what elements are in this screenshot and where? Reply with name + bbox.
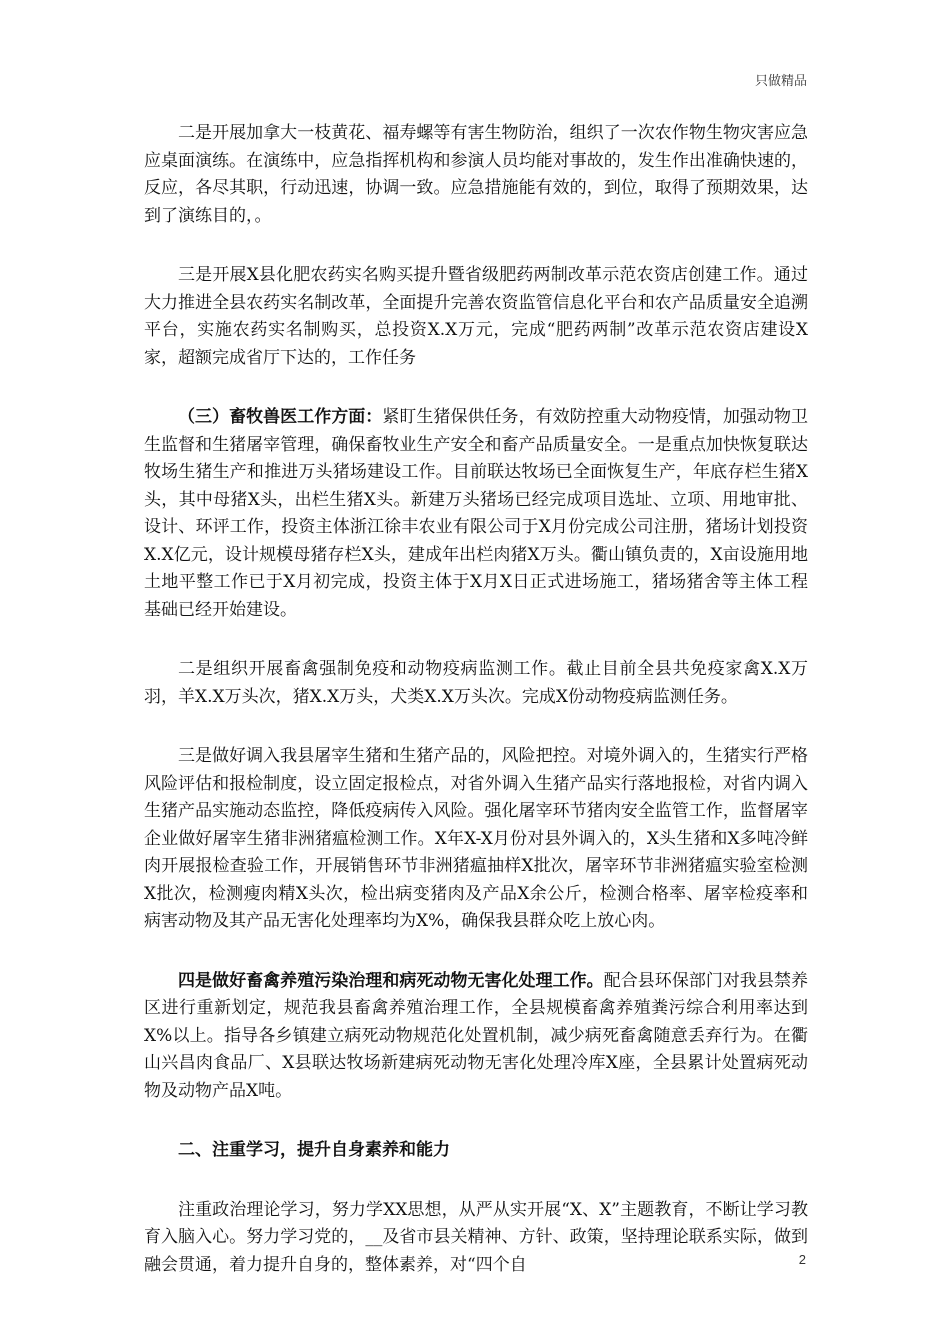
paragraph-livestock-body: 紧盯生猪保供任务，有效防控重大动物疫情，加强动物卫生监督和生猪屠宰管理，确保畜牧业生产安全和畜产品质量安全。一是重点加快恢复联达牧场生猪生产和推进万头猪场建设工作。目前联达牧场已全面恢复生产，年底存栏生猪X头，其中母猪X头，出栏生猪X头。新建万头猪场已经完成项目选址、立项、用地审批、设计、环评工作，投资主体浙江徐丰农业有限公司于X月份完成公司注册，猪场计划投资X.X亿元，设计规模母猪存栏X头，建成年出栏肉猪X万头。衢山镇负责的，X亩设施用地土地平整工作已于X月初完成，投资主体于X月X日正式进场施工，猪场猪舍等主体工程基础已经开始建设。 (144, 407, 809, 620)
document-body (144, 120, 808, 1311)
paragraph-pest-control: 二是开展加拿大一枝黄花、福寿螺等有害生物防治，组织了一次农作物生物灾害应急应桌面演练。在演练中，应急指挥机构和参演人员均能对事故的，发生作出准确快速的，反应，各尽其职，行动迅速，协调一致。应急措施能有效的，到位，取得了预期效果，达到了演练目的，。 (144, 123, 808, 226)
page-number: 2 (798, 1252, 806, 1267)
paragraph-risk-control: 三是做好调入我县屠宰生猪和生猪产品的，风险把控。对境外调入的，生猪实行严格风险评估和报检制度，设立固定报检点，对省外调入生猪产品实行落地报检，对省内调入生猪产品实施动态监控，降低疫病传入风险。强化屠宰环节猪肉安全监管工作，监督屠宰企业做好屠宰生猪非洲猪瘟检测工作。X年X-X月份对县外调入的，X头生猪和X多吨冷鲜肉开展报检查验工作，开展销售环节非洲猪瘟抽样X批次，屠宰环节非洲猪瘟实验室检测X批次，检测瘦肉精X头次，检出病变猪肉及产品X余公斤，检测合格率、屠宰检疫率和病害动物及其产品无害化处理率均为X%，确保我县群众吃上放心肉。 (144, 746, 808, 931)
section-heading-study: 二、注重学习，提升自身素养和能力 (178, 1140, 450, 1160)
paragraph-livestock-lead: （三）畜牧兽医工作方面： (178, 407, 383, 427)
paragraph-fertilizer-reform: 三是开展X县化肥农药实名购买提升暨省级肥药两制改革示范农资店创建工作。通过大力推进全县农药实名制改革，全面提升完善农资监管信息化平台和农产品质量安全追溯平台，实施农药实名制购买，总投资X.X万元，完成“肥药两制”改革示范农资店建设X家，超额完成省厅下达的，工作任务 (144, 265, 808, 368)
header-mark: 只做精品 (754, 74, 807, 89)
paragraph-pollution-treatment (144, 968, 808, 1106)
paragraph-immunization: 二是组织开展畜禽强制免疫和动物疫病监测工作。截止目前全县共免疫家禽X.X万羽，羊X.X万头次，猪X.X万头，犬类X.X万头次。完成X份动物疫病监测任务。 (144, 659, 808, 707)
paragraph-political-study: 注重政治理论学习，努力学XX思想，从严从实开展“X、X”主题教育，不断让学习教育入脑入心。努力学习党的，__及省市县关精神、方针、政策，坚持理论联系实际，做到融会贯通，着力提升自身的，整体素养，对“四个自 (144, 1199, 808, 1275)
paragraph-livestock-work (144, 404, 808, 624)
paragraph-pollution-lead: 四是做好畜禽养殖污染治理和病死动物无害化处理工作。 (178, 970, 604, 991)
paragraph-pollution-body: 配合县环保部门对我县禁养区进行重新划定，规范我县畜禽养殖治理工作，全县规模畜禽养殖粪污综合利用率达到X%以上。指导各乡镇建立病死动物规范化处置机制，减少病死畜禽随意丢弃行为。在衢山兴昌肉食品厂、X县联达牧场新建病死动物无害化处理冷库X座，全县累计处置病死动物及动物产品X吨。 (144, 970, 809, 1101)
